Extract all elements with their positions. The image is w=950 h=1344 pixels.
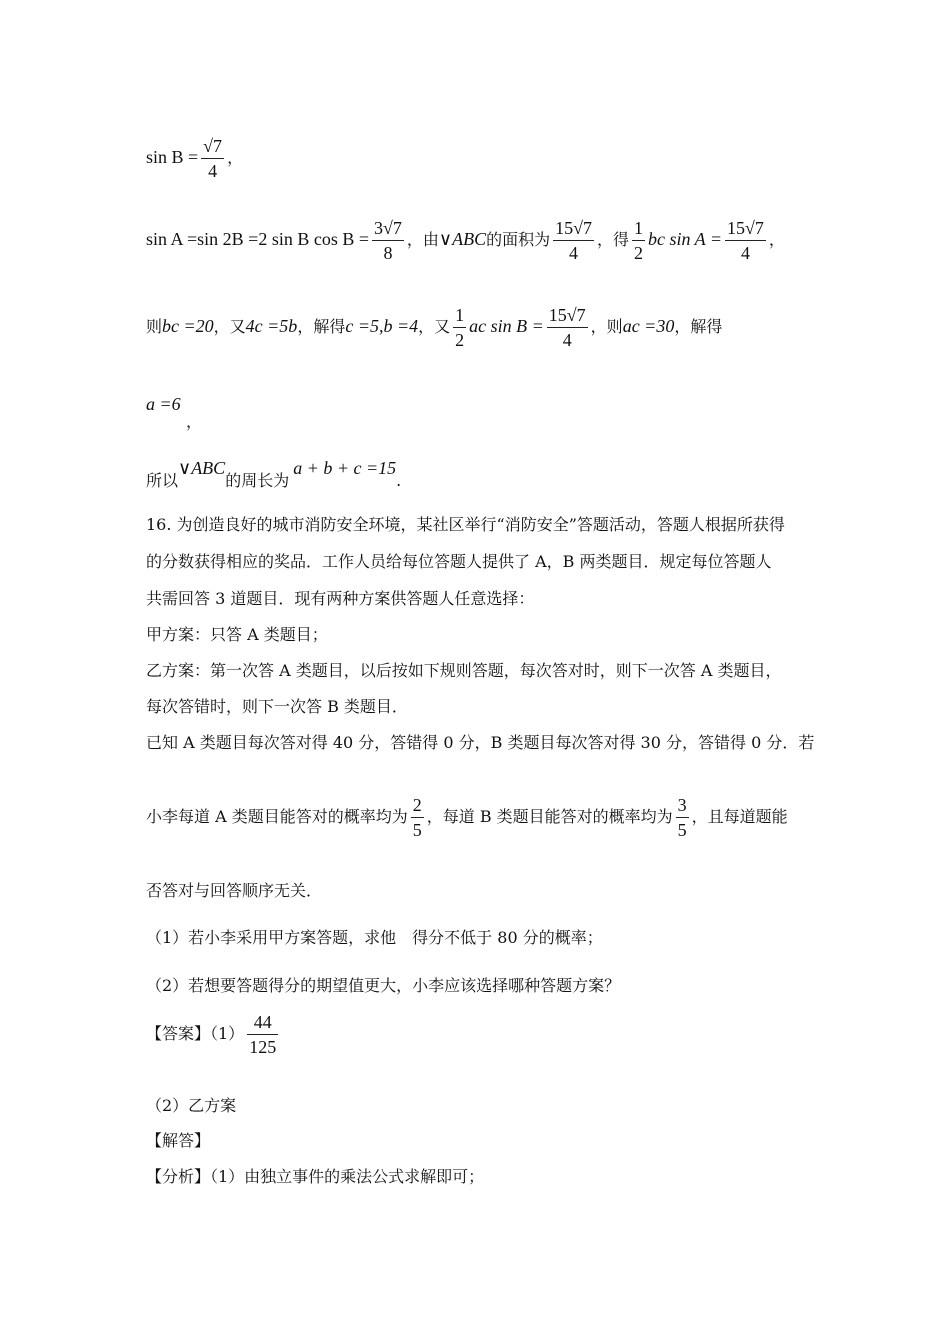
solution-line-sinB: sin B = $\frac{√7}{4}$ ，: [146, 136, 244, 181]
question-16-line: 的分数获得相应的奖品．工作人员给每位答题人提供了 A，B 两类题目．规定每位答题人: [146, 552, 772, 571]
fraction: $\frac{2}{5}$: [412, 795, 422, 840]
question-16-line: 共需回答 3 道题目．现有两种方案供答题人任意选择：: [146, 589, 535, 608]
jieda-heading: 【解答】: [146, 1131, 211, 1150]
fraction: $\frac{3}{5}$: [677, 795, 687, 840]
answer-2: （2）乙方案: [146, 1096, 237, 1115]
fraction: $\frac{1}{2}$: [634, 218, 643, 263]
fraction: $\frac{1}{2}$: [455, 305, 465, 350]
fraction: $\frac{15√7}{4}$: [555, 218, 592, 263]
question-16-line: 乙方案：第一次答 A 类题目，以后按如下规则答题，每次答对时，则下一次答 A 类题目，: [146, 661, 782, 680]
question-16-line: 甲方案：只答 A 类题目；: [146, 625, 328, 644]
question-16-line: 每次答错时，则下一次答 B 类题目．: [146, 697, 408, 716]
solution-line-bc: 则bc =20，又4c =5b，解得c =5,b =4，又 $\frac{1}{2}$ ac sin B = $\frac{15√7}{4}$ ，则ac =30，解得: [146, 305, 723, 350]
question-16-end: 否答对与回答顺序无关．: [146, 881, 323, 900]
fraction: $\frac{15√7}{4}$: [548, 305, 586, 350]
question-16-line: 16. 为创造良好的城市消防安全环境，某社区举行“消防安全”答题活动，答题人根据所获得: [146, 515, 785, 534]
answer-line: 【答案】（1） $\frac{44}{125}$: [146, 1012, 277, 1057]
fraction: $\frac{3√7}{8}$: [374, 218, 402, 263]
triangle-symbol: ∨ABC: [178, 458, 226, 478]
subquestion-1: （1）若小李采用甲方案答题，求他 得分不低于 80 分的概率；: [146, 928, 603, 947]
probability-line: 小李每道 A 类题目能答对的概率均为 $\frac{2}{5}$ ，每道 B 类题目能答对的概率均为 $\frac{3}{5}$ ，且每道题能: [146, 795, 788, 840]
solution-line-perimeter: 所以∨ABC的周长为a + b + c =15.: [146, 458, 402, 490]
fraction: $\frac{15√7}{4}$: [727, 218, 764, 263]
solution-line-a: a =6: [146, 394, 181, 414]
fraction: $\frac{44}{125}$: [249, 1012, 277, 1057]
math-expr: sin A =sin 2B =2 sin B cos B =: [146, 229, 369, 249]
question-16-line: 已知 A 类题目每次答对得 40 分，答错得 0 分，B 类题目每次答对得 30 分，答错得 0 分．若: [146, 733, 815, 752]
solution-line-sinA: sin A =sin 2B =2 sin B cos B = $\frac{3√7}{8}$ ，由∨ABC的面积为 $\frac{15√7}{4}$ ，得 $\frac{1}{2}$ bc sin A = $\frac{15√7}{4}$ ，: [146, 218, 785, 263]
triangle-symbol: ∨ABC: [438, 229, 487, 249]
math-expr: sin B =: [146, 147, 199, 167]
comma: ，: [186, 412, 203, 431]
fenxi-line: 【分析】（1）由独立事件的乘法公式求解即可；: [146, 1167, 485, 1186]
fraction: $\frac{√7}{4}$: [203, 136, 223, 181]
subquestion-2: （2）若想要答题得分的期望值更大，小李应该选择哪种答题方案？: [146, 976, 621, 995]
